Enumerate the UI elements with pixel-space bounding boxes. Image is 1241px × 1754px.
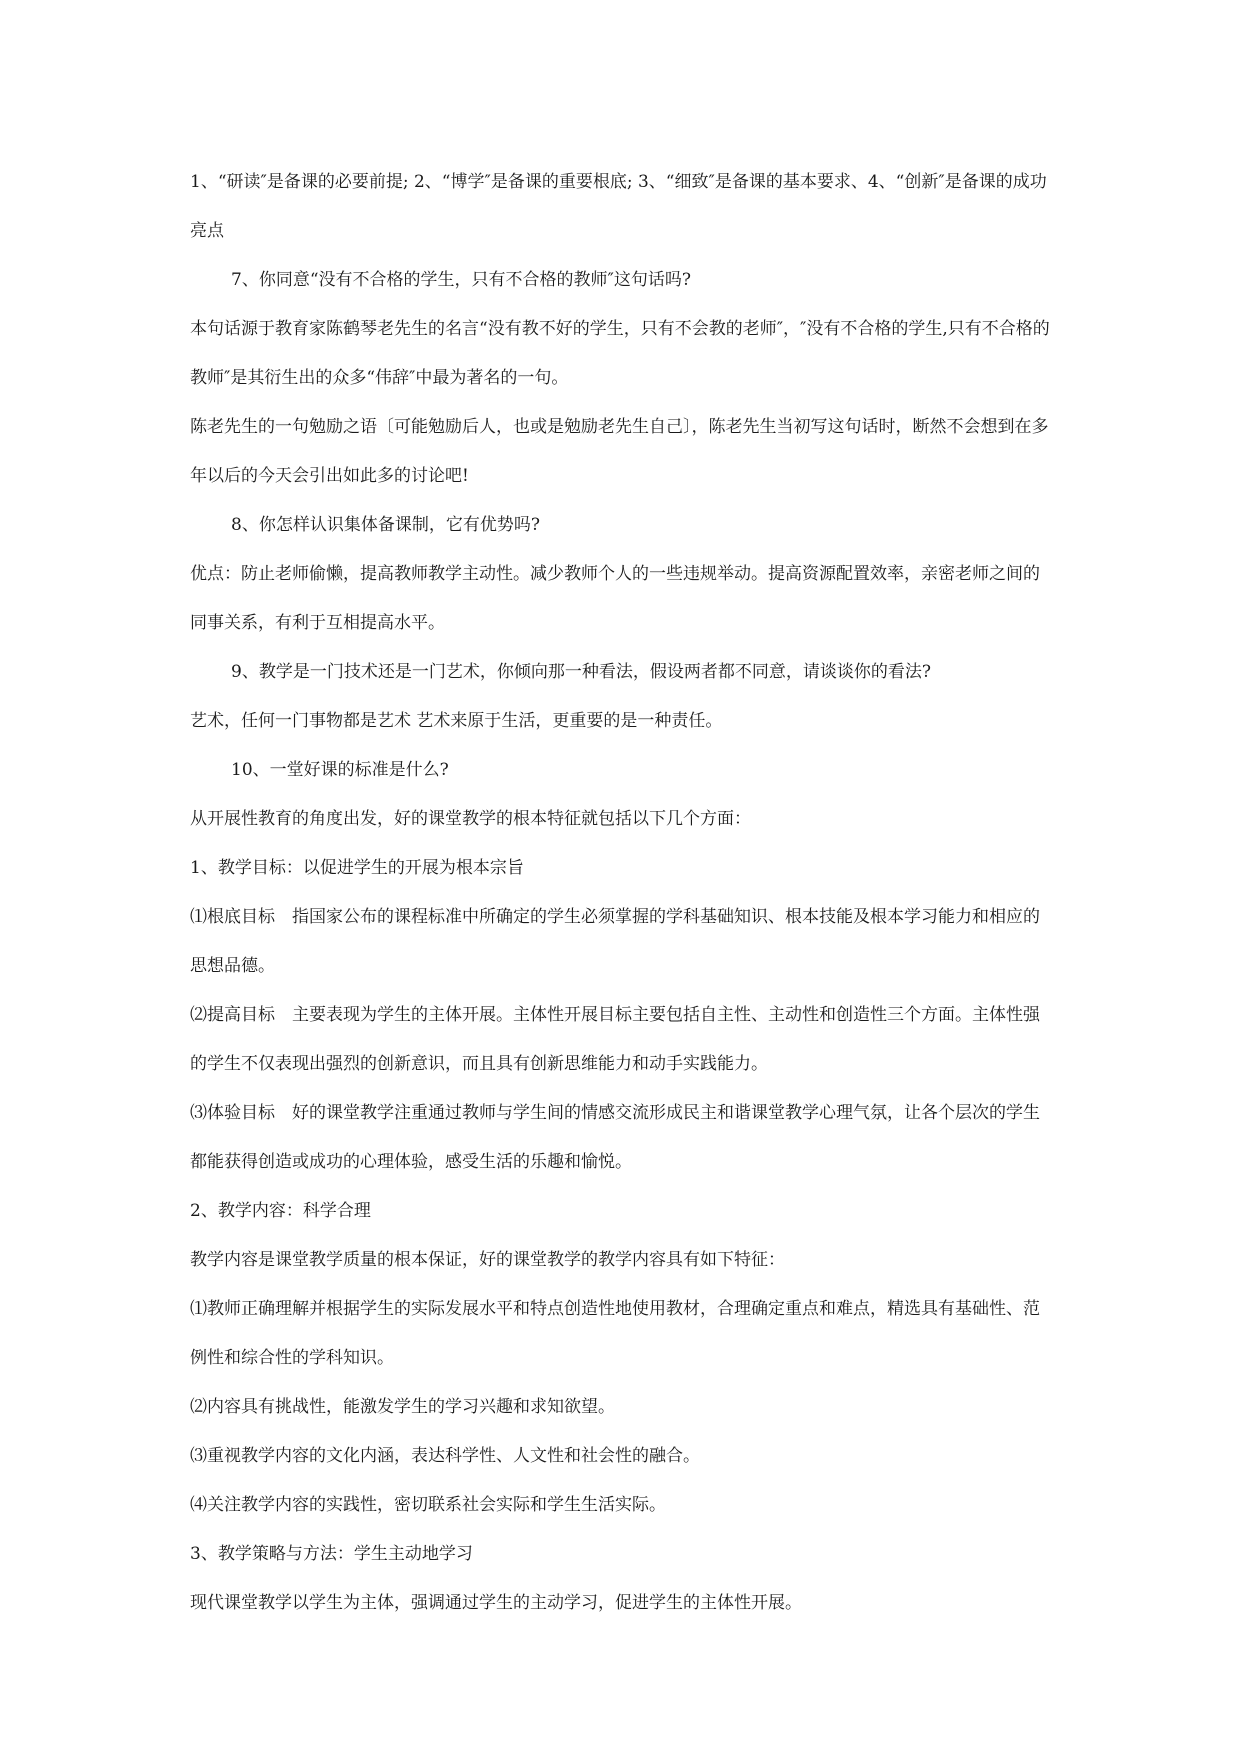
body-paragraph: 艺术，任何一门事物都是艺术 艺术来原于生活，更重要的是一种责任。 <box>190 711 723 731</box>
body-paragraph: 现代课堂教学以学生为主体，强调通过学生的主动学习，促进学生的主体性开展。 <box>190 1593 802 1613</box>
body-paragraph: ⑴根底目标 指国家公布的课程标准中所确定的学生必须掌握的学科基础知识、根本技能及根本学习能力和相应的思想品德。 <box>190 907 1040 976</box>
body-paragraph: 3、教学策略与方法：学生主动地学习 <box>190 1544 473 1564</box>
body-paragraph: ⑶重视教学内容的文化内涵，表达科学性、人文性和社会性的融合。 <box>190 1446 700 1466</box>
document-body <box>190 158 1055 1628</box>
body-paragraph: 1、教学目标：以促进学生的开展为根本宗旨 <box>190 858 524 878</box>
body-paragraph: 教学内容是课堂教学质量的根本保证，好的课堂教学的教学内容具有如下特征： <box>190 1250 785 1270</box>
body-paragraph: 从开展性教育的角度出发，好的课堂教学的根本特征就包括以下几个方面： <box>190 809 751 829</box>
body-paragraph: 1、“研读″是备课的必要前提; 2、“博学″是备课的重要根底; 3、“细致″是备课的基本要求、4、“创新″是备课的成功亮点 <box>190 172 1047 241</box>
body-paragraph: 本句话源于教育家陈鹤琴老先生的名言“没有教不好的学生，只有不会教的老师″，″没有不合格的学生,只有不合格的教师″是其衍生出的众多“伟辞″中最为著名的一句。 <box>190 319 1050 388</box>
question-heading: 7、你同意“没有不合格的学生，只有不合格的教师″这句话吗? <box>231 270 691 290</box>
body-paragraph: ⑷关注教学内容的实践性，密切联系社会实际和学生生活实际。 <box>190 1495 666 1515</box>
body-paragraph: ⑶体验目标 好的课堂教学注重通过教师与学生间的情感交流形成民主和谐课堂教学心理气氛，让各个层次的学生都能获得创造或成功的心理体验，感受生活的乐趣和愉悦。 <box>190 1103 1040 1172</box>
question-heading: 9、教学是一门技术还是一门艺术，你倾向那一种看法，假设两者都不同意，请谈谈你的看法? <box>231 662 931 682</box>
question-heading: 8、你怎样认识集体备课制，它有优势吗? <box>231 515 540 535</box>
body-paragraph: 陈老先生的一句勉励之语〔可能勉励后人，也或是勉励老先生自己〕，陈老先生当初写这句话时，断然不会想到在多年以后的今天会引出如此多的讨论吧! <box>190 417 1049 486</box>
body-paragraph: ⑴教师正确理解并根据学生的实际发展水平和特点创造性地使用教材，合理确定重点和难点，精选具有基础性、范例性和综合性的学科知识。 <box>190 1299 1040 1368</box>
body-paragraph: 优点：防止老师偷懒，提高教师教学主动性。减少教师个人的一些违规举动。提高资源配置效率，亲密老师之间的同事关系，有利于互相提高水平。 <box>190 564 1040 633</box>
body-paragraph: ⑵提高目标 主要表现为学生的主体开展。主体性开展目标主要包括自主性、主动性和创造性三个方面。主体性强的学生不仅表现出强烈的创新意识，而且具有创新思维能力和动手实践能力。 <box>190 1005 1040 1074</box>
body-paragraph: 2、教学内容：科学合理 <box>190 1201 371 1221</box>
body-paragraph: ⑵内容具有挑战性，能激发学生的学习兴趣和求知欲望。 <box>190 1397 615 1417</box>
question-heading: 10、一堂好课的标准是什么? <box>231 760 449 780</box>
